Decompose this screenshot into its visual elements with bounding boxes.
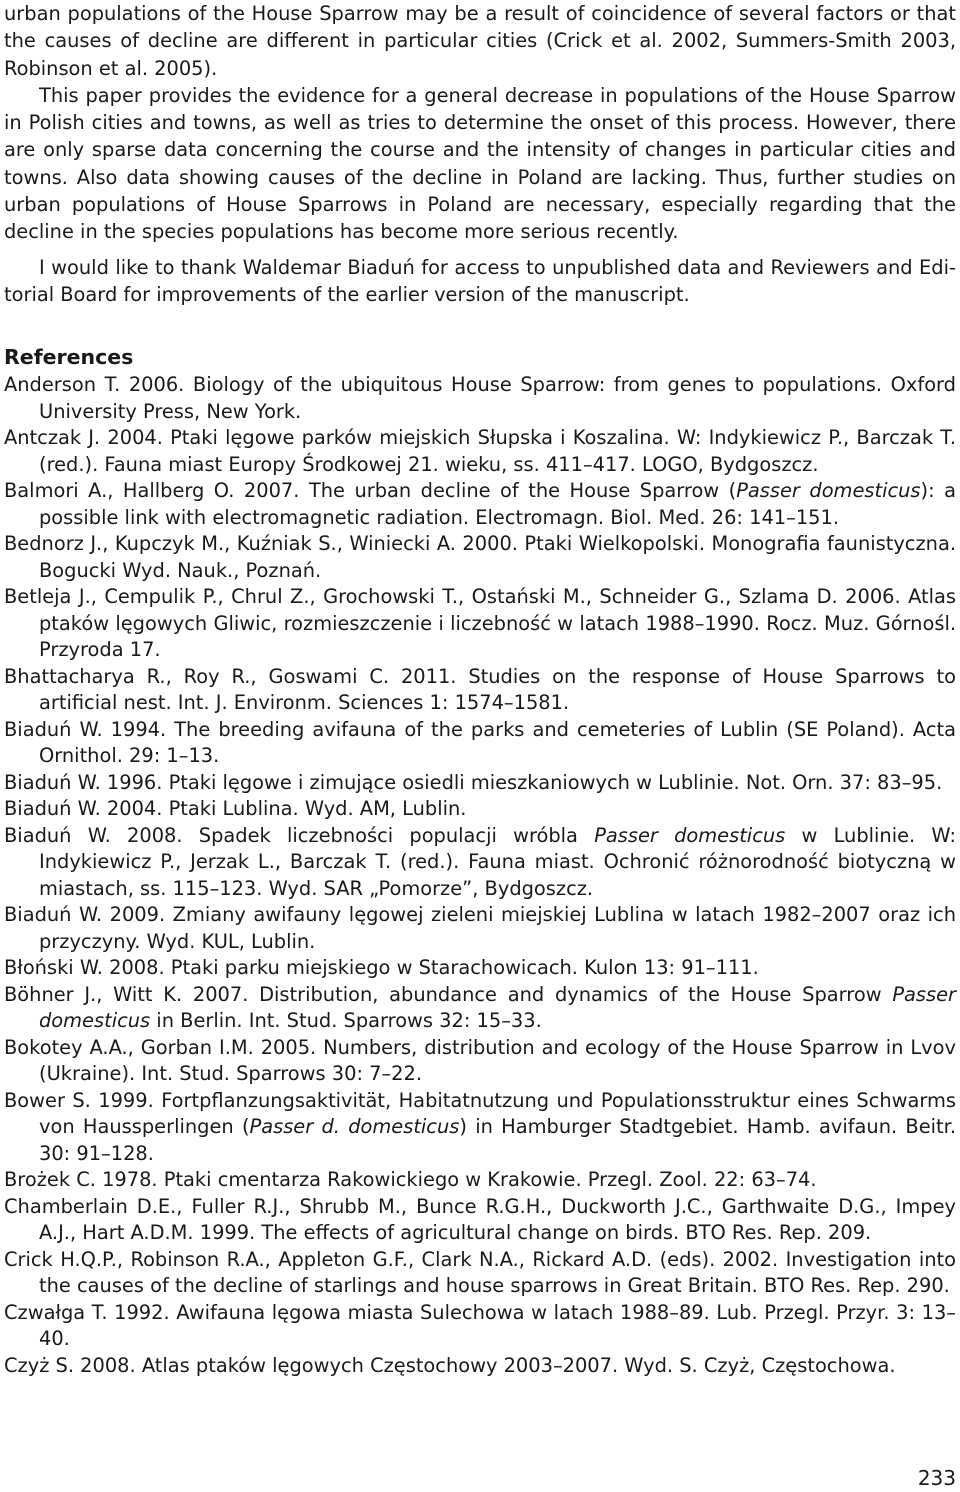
- reference-entry: [4, 796, 956, 823]
- reference-text: Błoński W. 2008. Ptaki parku miejskiego w Starachowicach. Kulon 13: 91–111.: [4, 956, 759, 980]
- reference-text: Bednorz J., Kupczyk M., Kuźniak S., Winiecki A. 2000. Ptaki Wielkopolski. Monografia faunistyczna. Bogucki Wyd. Nauk., Poznań.: [4, 532, 956, 582]
- reference-entry: [4, 478, 956, 531]
- reference-entry: [4, 770, 956, 797]
- reference-text: ): a possible link with electromagnetic radiation. Electromagn. Biol. Med. 26: 141–151.: [39, 479, 956, 529]
- reference-text: Böhner J., Witt K. 2007. Distribution, abundance and dynamics of the House Sparrow: [4, 982, 893, 1006]
- reference-text: Antczak J. 2004. Ptaki lęgowe parków miejskich Słupska i Koszalina. W: Indykiewicz P., Barczak T. (red.). Fauna miast Europy Środkowej 21. wieku, ss. 411–417. LOGO, Bydgoszcz.: [4, 426, 956, 476]
- reference-entry: [4, 982, 956, 1035]
- reference-text: in Berlin. Int. Stud. Sparrows 32: 15–33.: [150, 1009, 542, 1033]
- reference-entry: [4, 1353, 956, 1380]
- reference-entry: [4, 717, 956, 770]
- reference-entry: [4, 584, 956, 664]
- reference-text: Biaduń W. 1996. Ptaki lęgowe i zimujące osiedli mieszkaniowych w Lublinie. Not. Orn. 37: 83–95.: [4, 770, 943, 794]
- reference-entry: [4, 664, 956, 717]
- page-number: 233: [917, 1466, 956, 1490]
- reference-text: w Lublinie. W: Indykiewicz P., Jerzak L., Barczak T. (red.). Fauna miast. Ochronić różnorodność biotyczną w miastach, ss. 115–123. Wyd. SAR „Pomorze”, Bydgoszcz.: [39, 823, 956, 900]
- reference-text: Biaduń W. 2004. Ptaki Lublina. Wyd. AM, Lublin.: [4, 797, 467, 821]
- reference-species-name: Passer d. domesticus: [249, 1115, 460, 1139]
- reference-text: Crick H.Q.P., Robinson R.A., Appleton G.F., Clark N.A., Rickard A.D. (eds). 2002. Investigation into the causes of the decline of starlings and house sparrows in Great Britain. BTO Res. Rep. 290.: [4, 1247, 956, 1298]
- reference-species-name: Passer domesticus: [736, 479, 921, 503]
- reference-text: Biaduń W. 2008. Spadek liczebności populacji wróbla: [4, 823, 595, 847]
- body-paragraph-conclusion: This paper provides the evidence for a general decrease in populations of the House Sparrow in Polish cities and towns, as well as tries to determine the onset of this process. However, there are only sparse data concerning the course and the intensity of changes in particular cities and towns. Also data showing causes of the decline in Poland are lacking. Thus, further studies on urban populations of House Sparrows in Poland are necessary, especially regarding that the decline in the species populations has become more serious recently.: [4, 83, 956, 244]
- reference-entry: [4, 1194, 956, 1247]
- reference-text: Balmori A., Hallberg O. 2007. The urban decline of the House Sparrow (: [4, 479, 737, 503]
- reference-text: Biaduń W. 2009. Zmiany awifauny lęgowej zieleni miejskiej Lublina w latach 1982–2007 oraz ich przyczyny. Wyd. KUL, Lublin.: [4, 903, 956, 953]
- reference-text: ) in Hamburger Stadtgebiet. Hamb. avifaun. Beitr. 30: 91–128.: [39, 1115, 957, 1165]
- reference-entry: [4, 955, 956, 982]
- reference-entry: [4, 425, 956, 478]
- reference-species-name: Passer domesticus: [594, 823, 786, 847]
- reference-entry: [4, 1300, 956, 1353]
- reference-text: Chamberlain D.E., Fuller R.J., Shrubb M., Bunce R.G.H., Duckworth J.C., Garthwaite D.G., Impey A.J., Hart A.D.M. 1999. The effects of agricultural change on birds. BTO Res. Rep. 209.: [4, 1194, 956, 1245]
- reference-entry: [4, 531, 956, 584]
- reference-text: Bower S. 1999. Fortpflanzungsaktivität, Habitatnutzung und Populationsstruktur eines Schwarms von Haussperlingen (: [4, 1088, 956, 1139]
- reference-text: Czyż S. 2008. Atlas ptaków lęgowych Częstochowy 2003–2007. Wyd. S. Czyż, Częstochowa.: [4, 1353, 896, 1377]
- reference-entry: [4, 1088, 956, 1168]
- reference-list: [4, 372, 956, 1379]
- reference-text: Brożek C. 1978. Ptaki cmentarza Rakowickiego w Krakowie. Przegl. Zool. 22: 63–74.: [4, 1168, 817, 1192]
- reference-entry: [4, 1247, 956, 1300]
- reference-text: Bhattacharya R., Roy R., Goswami C. 2011. Studies on the response of House Sparrows to artificial nest. Int. J. Environm. Sciences 1: 1574–1581.: [4, 664, 956, 715]
- reference-text: Biaduń W. 1994. The breeding avifauna of the parks and cemeteries of Lublin (SE Poland). Acta Ornithol. 29: 1–13.: [4, 717, 956, 768]
- acknowledgement-paragraph: I would like to thank Waldemar Biaduń for access to unpublished data and Reviewers and Editorial Board for improvements of the earlier version of the manuscript.: [4, 255, 956, 306]
- reference-species-name: Passer domesticus: [39, 982, 956, 1033]
- reference-entry: [4, 1035, 956, 1088]
- references-heading: References: [4, 345, 134, 370]
- reference-text: Czwałga T. 1992. Awifauna lęgowa miasta Sulechowa w latach 1988–89. Lub. Przegl. Przyr. 3: 13–40.: [4, 1300, 956, 1351]
- reference-text: Betleja J., Cempulik P., Chrul Z., Grochowski T., Ostański M., Schneider G., Szlama D. 2006. Atlas ptaków lęgowych Gliwic, rozmieszczenie i liczebność w latach 1988–1990. Rocz. Muz. Górnośl. Przyroda 17.: [4, 585, 956, 662]
- reference-text: Bokotey A.A., Gorban I.M. 2005. Numbers, distribution and ecology of the House Sparrow in Lvov (Ukraine). Int. Stud. Sparrows 30: 7–22.: [4, 1035, 956, 1086]
- reference-text: Anderson T. 2006. Biology of the ubiquitous House Sparrow: from genes to populations. Oxford University Press, New York.: [4, 373, 956, 423]
- reference-entry: [4, 372, 956, 425]
- paper-page: [4, 0, 956, 1379]
- reference-entry: [4, 1167, 956, 1194]
- body-paragraph-continuation: urban populations of the House Sparrow may be a result of coincidence of several factors or that the causes of decline are different in particular cities (Crick et al. 2002, Summers-Smith 2003, Robinson et al. 2005).: [4, 2, 956, 80]
- reference-entry: [4, 902, 956, 955]
- reference-entry: [4, 823, 956, 903]
